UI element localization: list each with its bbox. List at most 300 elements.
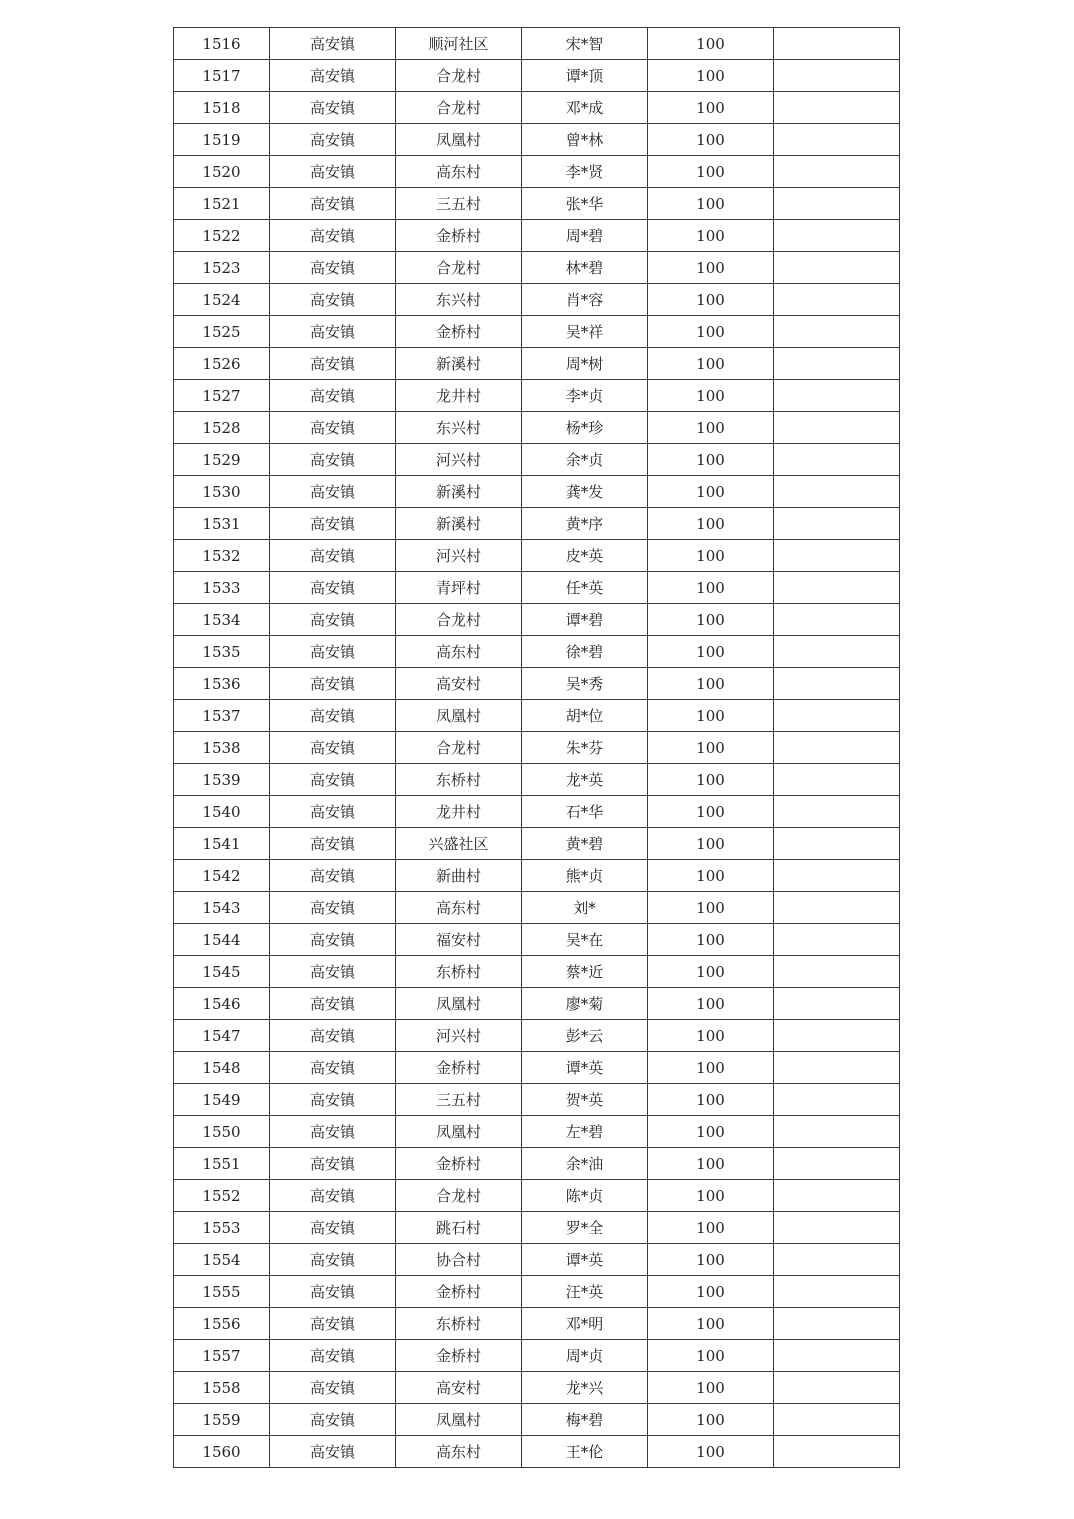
cell-town: 高安镇 (270, 732, 396, 764)
cell-note (774, 1404, 900, 1436)
cell-serial-number: 1556 (174, 1308, 270, 1340)
cell-village: 河兴村 (396, 1020, 522, 1052)
cell-village: 高安村 (396, 668, 522, 700)
cell-name: 张*华 (522, 188, 648, 220)
cell-name: 谭*顶 (522, 60, 648, 92)
cell-note (774, 1084, 900, 1116)
table-row (174, 252, 900, 284)
cell-amount: 100 (648, 636, 774, 668)
cell-amount: 100 (648, 1020, 774, 1052)
cell-amount: 100 (648, 156, 774, 188)
cell-town: 高安镇 (270, 1308, 396, 1340)
cell-serial-number: 1530 (174, 476, 270, 508)
cell-name: 刘* (522, 892, 648, 924)
cell-village: 龙井村 (396, 796, 522, 828)
cell-serial-number: 1518 (174, 92, 270, 124)
cell-village: 三五村 (396, 1084, 522, 1116)
cell-amount: 100 (648, 1276, 774, 1308)
cell-name: 徐*碧 (522, 636, 648, 668)
cell-amount: 100 (648, 796, 774, 828)
cell-name: 彭*云 (522, 1020, 648, 1052)
cell-amount: 100 (648, 380, 774, 412)
cell-town: 高安镇 (270, 796, 396, 828)
cell-note (774, 284, 900, 316)
cell-note (774, 1340, 900, 1372)
cell-amount: 100 (648, 1340, 774, 1372)
cell-name: 曾*林 (522, 124, 648, 156)
cell-village: 青坪村 (396, 572, 522, 604)
cell-note (774, 508, 900, 540)
cell-note (774, 668, 900, 700)
cell-town: 高安镇 (270, 1404, 396, 1436)
cell-amount: 100 (648, 1116, 774, 1148)
cell-town: 高安镇 (270, 572, 396, 604)
cell-town: 高安镇 (270, 284, 396, 316)
cell-serial-number: 1532 (174, 540, 270, 572)
table-row (174, 316, 900, 348)
cell-note (774, 316, 900, 348)
table-row (174, 444, 900, 476)
cell-note (774, 188, 900, 220)
cell-serial-number: 1538 (174, 732, 270, 764)
cell-town: 高安镇 (270, 540, 396, 572)
cell-note (774, 1148, 900, 1180)
cell-note (774, 892, 900, 924)
cell-name: 林*碧 (522, 252, 648, 284)
table-row (174, 188, 900, 220)
table-row (174, 1020, 900, 1052)
cell-amount: 100 (648, 732, 774, 764)
table-row (174, 604, 900, 636)
cell-serial-number: 1560 (174, 1436, 270, 1468)
cell-town: 高安镇 (270, 604, 396, 636)
cell-village: 龙井村 (396, 380, 522, 412)
cell-amount: 100 (648, 924, 774, 956)
cell-note (774, 540, 900, 572)
cell-name: 李*贤 (522, 156, 648, 188)
table-row (174, 572, 900, 604)
table-body (174, 28, 900, 1468)
cell-note (774, 348, 900, 380)
cell-village: 跳石村 (396, 1212, 522, 1244)
cell-note (774, 1436, 900, 1468)
cell-village: 兴盛社区 (396, 828, 522, 860)
cell-serial-number: 1537 (174, 700, 270, 732)
cell-name: 廖*菊 (522, 988, 648, 1020)
cell-note (774, 1052, 900, 1084)
cell-amount: 100 (648, 28, 774, 60)
cell-serial-number: 1546 (174, 988, 270, 1020)
cell-amount: 100 (648, 764, 774, 796)
cell-serial-number: 1535 (174, 636, 270, 668)
cell-village: 新溪村 (396, 476, 522, 508)
cell-village: 河兴村 (396, 444, 522, 476)
cell-serial-number: 1550 (174, 1116, 270, 1148)
cell-town: 高安镇 (270, 1180, 396, 1212)
cell-note (774, 220, 900, 252)
cell-village: 合龙村 (396, 60, 522, 92)
cell-name: 肖*容 (522, 284, 648, 316)
cell-name: 谭*英 (522, 1052, 648, 1084)
cell-village: 新曲村 (396, 860, 522, 892)
table-row (174, 476, 900, 508)
cell-amount: 100 (648, 124, 774, 156)
cell-village: 金桥村 (396, 1340, 522, 1372)
cell-name: 吴*在 (522, 924, 648, 956)
cell-note (774, 252, 900, 284)
cell-serial-number: 1542 (174, 860, 270, 892)
cell-name: 黄*碧 (522, 828, 648, 860)
cell-amount: 100 (648, 252, 774, 284)
cell-note (774, 124, 900, 156)
cell-note (774, 988, 900, 1020)
cell-name: 龙*兴 (522, 1372, 648, 1404)
cell-note (774, 1212, 900, 1244)
cell-name: 左*碧 (522, 1116, 648, 1148)
table-row (174, 220, 900, 252)
cell-town: 高安镇 (270, 1340, 396, 1372)
cell-amount: 100 (648, 188, 774, 220)
cell-village: 凤凰村 (396, 1404, 522, 1436)
cell-serial-number: 1541 (174, 828, 270, 860)
cell-serial-number: 1545 (174, 956, 270, 988)
cell-serial-number: 1517 (174, 60, 270, 92)
cell-note (774, 156, 900, 188)
cell-village: 金桥村 (396, 1148, 522, 1180)
cell-serial-number: 1558 (174, 1372, 270, 1404)
table-row (174, 380, 900, 412)
cell-village: 高东村 (396, 1436, 522, 1468)
cell-amount: 100 (648, 1180, 774, 1212)
cell-name: 熊*贞 (522, 860, 648, 892)
cell-serial-number: 1531 (174, 508, 270, 540)
cell-village: 金桥村 (396, 316, 522, 348)
cell-amount: 100 (648, 668, 774, 700)
table-row (174, 156, 900, 188)
cell-village: 合龙村 (396, 252, 522, 284)
cell-note (774, 572, 900, 604)
cell-name: 谭*碧 (522, 604, 648, 636)
table-row (174, 1180, 900, 1212)
cell-name: 陈*贞 (522, 1180, 648, 1212)
cell-town: 高安镇 (270, 252, 396, 284)
cell-town: 高安镇 (270, 348, 396, 380)
cell-amount: 100 (648, 412, 774, 444)
cell-town: 高安镇 (270, 220, 396, 252)
cell-note (774, 444, 900, 476)
cell-name: 罗*全 (522, 1212, 648, 1244)
cell-note (774, 796, 900, 828)
cell-name: 吴*祥 (522, 316, 648, 348)
cell-name: 余*贞 (522, 444, 648, 476)
table-row (174, 1116, 900, 1148)
cell-amount: 100 (648, 444, 774, 476)
table-row (174, 732, 900, 764)
cell-amount: 100 (648, 1436, 774, 1468)
cell-amount: 100 (648, 220, 774, 252)
cell-village: 高安村 (396, 1372, 522, 1404)
cell-amount: 100 (648, 604, 774, 636)
cell-amount: 100 (648, 988, 774, 1020)
cell-town: 高安镇 (270, 380, 396, 412)
table-row (174, 92, 900, 124)
cell-serial-number: 1547 (174, 1020, 270, 1052)
table-row (174, 508, 900, 540)
table-row (174, 1404, 900, 1436)
cell-note (774, 1244, 900, 1276)
cell-town: 高安镇 (270, 956, 396, 988)
cell-village: 合龙村 (396, 604, 522, 636)
cell-serial-number: 1534 (174, 604, 270, 636)
table-row (174, 924, 900, 956)
cell-name: 贺*英 (522, 1084, 648, 1116)
cell-town: 高安镇 (270, 636, 396, 668)
table-row (174, 1372, 900, 1404)
cell-amount: 100 (648, 284, 774, 316)
cell-serial-number: 1516 (174, 28, 270, 60)
cell-note (774, 828, 900, 860)
cell-name: 任*英 (522, 572, 648, 604)
cell-village: 金桥村 (396, 1276, 522, 1308)
cell-town: 高安镇 (270, 1052, 396, 1084)
cell-amount: 100 (648, 1404, 774, 1436)
cell-village: 顺河社区 (396, 28, 522, 60)
cell-name: 邓*明 (522, 1308, 648, 1340)
cell-village: 高东村 (396, 892, 522, 924)
cell-serial-number: 1536 (174, 668, 270, 700)
cell-village: 凤凰村 (396, 700, 522, 732)
cell-town: 高安镇 (270, 668, 396, 700)
cell-serial-number: 1559 (174, 1404, 270, 1436)
cell-serial-number: 1543 (174, 892, 270, 924)
cell-village: 凤凰村 (396, 1116, 522, 1148)
cell-name: 龙*英 (522, 764, 648, 796)
cell-serial-number: 1525 (174, 316, 270, 348)
cell-town: 高安镇 (270, 476, 396, 508)
table-row (174, 348, 900, 380)
cell-amount: 100 (648, 1244, 774, 1276)
table-row (174, 1340, 900, 1372)
cell-town: 高安镇 (270, 1372, 396, 1404)
cell-serial-number: 1552 (174, 1180, 270, 1212)
cell-serial-number: 1523 (174, 252, 270, 284)
cell-village: 合龙村 (396, 732, 522, 764)
cell-note (774, 1020, 900, 1052)
cell-name: 邓*成 (522, 92, 648, 124)
cell-village: 合龙村 (396, 1180, 522, 1212)
table-row (174, 1212, 900, 1244)
cell-serial-number: 1551 (174, 1148, 270, 1180)
cell-town: 高安镇 (270, 60, 396, 92)
cell-village: 凤凰村 (396, 988, 522, 1020)
cell-amount: 100 (648, 700, 774, 732)
cell-serial-number: 1548 (174, 1052, 270, 1084)
cell-serial-number: 1522 (174, 220, 270, 252)
cell-amount: 100 (648, 860, 774, 892)
cell-serial-number: 1528 (174, 412, 270, 444)
cell-amount: 100 (648, 956, 774, 988)
cell-serial-number: 1540 (174, 796, 270, 828)
cell-note (774, 1116, 900, 1148)
cell-note (774, 700, 900, 732)
cell-name: 蔡*近 (522, 956, 648, 988)
cell-amount: 100 (648, 540, 774, 572)
cell-town: 高安镇 (270, 1116, 396, 1148)
cell-serial-number: 1553 (174, 1212, 270, 1244)
cell-village: 东桥村 (396, 956, 522, 988)
cell-note (774, 28, 900, 60)
cell-amount: 100 (648, 1308, 774, 1340)
table-row (174, 764, 900, 796)
cell-serial-number: 1539 (174, 764, 270, 796)
cell-serial-number: 1527 (174, 380, 270, 412)
cell-town: 高安镇 (270, 1244, 396, 1276)
table-row (174, 668, 900, 700)
cell-village: 高东村 (396, 636, 522, 668)
cell-village: 东桥村 (396, 1308, 522, 1340)
table-row (174, 540, 900, 572)
cell-note (774, 380, 900, 412)
cell-amount: 100 (648, 1052, 774, 1084)
cell-town: 高安镇 (270, 188, 396, 220)
cell-name: 石*华 (522, 796, 648, 828)
cell-note (774, 60, 900, 92)
cell-town: 高安镇 (270, 828, 396, 860)
cell-village: 合龙村 (396, 92, 522, 124)
cell-note (774, 412, 900, 444)
cell-name: 余*油 (522, 1148, 648, 1180)
cell-town: 高安镇 (270, 1276, 396, 1308)
cell-note (774, 476, 900, 508)
cell-name: 黄*序 (522, 508, 648, 540)
table-row (174, 60, 900, 92)
table-row (174, 636, 900, 668)
cell-note (774, 636, 900, 668)
cell-name: 王*伦 (522, 1436, 648, 1468)
cell-note (774, 92, 900, 124)
cell-note (774, 1180, 900, 1212)
cell-name: 宋*智 (522, 28, 648, 60)
cell-name: 周*碧 (522, 220, 648, 252)
cell-note (774, 860, 900, 892)
cell-amount: 100 (648, 1372, 774, 1404)
cell-town: 高安镇 (270, 412, 396, 444)
table-row (174, 1084, 900, 1116)
cell-note (774, 1276, 900, 1308)
cell-town: 高安镇 (270, 988, 396, 1020)
cell-amount: 100 (648, 92, 774, 124)
cell-town: 高安镇 (270, 700, 396, 732)
table-row (174, 284, 900, 316)
cell-name: 谭*英 (522, 1244, 648, 1276)
cell-village: 金桥村 (396, 220, 522, 252)
cell-name: 龚*发 (522, 476, 648, 508)
cell-name: 梅*碧 (522, 1404, 648, 1436)
cell-serial-number: 1529 (174, 444, 270, 476)
cell-amount: 100 (648, 508, 774, 540)
cell-note (774, 1372, 900, 1404)
cell-serial-number: 1521 (174, 188, 270, 220)
cell-town: 高安镇 (270, 1084, 396, 1116)
table-row (174, 1276, 900, 1308)
table-row (174, 1244, 900, 1276)
cell-note (774, 604, 900, 636)
cell-amount: 100 (648, 1084, 774, 1116)
cell-amount: 100 (648, 60, 774, 92)
cell-amount: 100 (648, 316, 774, 348)
cell-name: 皮*英 (522, 540, 648, 572)
cell-serial-number: 1544 (174, 924, 270, 956)
cell-town: 高安镇 (270, 1212, 396, 1244)
cell-town: 高安镇 (270, 508, 396, 540)
cell-amount: 100 (648, 828, 774, 860)
table-row (174, 988, 900, 1020)
cell-town: 高安镇 (270, 316, 396, 348)
cell-town: 高安镇 (270, 892, 396, 924)
table-row (174, 1436, 900, 1468)
table-row (174, 860, 900, 892)
table-row (174, 1148, 900, 1180)
cell-amount: 100 (648, 476, 774, 508)
cell-village: 高东村 (396, 156, 522, 188)
cell-amount: 100 (648, 572, 774, 604)
cell-village: 三五村 (396, 188, 522, 220)
cell-town: 高安镇 (270, 124, 396, 156)
cell-town: 高安镇 (270, 156, 396, 188)
cell-amount: 100 (648, 348, 774, 380)
cell-amount: 100 (648, 892, 774, 924)
table-row (174, 412, 900, 444)
cell-village: 凤凰村 (396, 124, 522, 156)
cell-town: 高安镇 (270, 1436, 396, 1468)
table-row (174, 124, 900, 156)
cell-village: 新溪村 (396, 348, 522, 380)
cell-serial-number: 1526 (174, 348, 270, 380)
cell-serial-number: 1554 (174, 1244, 270, 1276)
cell-town: 高安镇 (270, 860, 396, 892)
cell-village: 东兴村 (396, 284, 522, 316)
cell-village: 金桥村 (396, 1052, 522, 1084)
cell-serial-number: 1549 (174, 1084, 270, 1116)
cell-amount: 100 (648, 1212, 774, 1244)
cell-name: 吴*秀 (522, 668, 648, 700)
cell-village: 东桥村 (396, 764, 522, 796)
cell-name: 杨*珍 (522, 412, 648, 444)
cell-name: 李*贞 (522, 380, 648, 412)
cell-serial-number: 1557 (174, 1340, 270, 1372)
cell-amount: 100 (648, 1148, 774, 1180)
table-row (174, 956, 900, 988)
cell-note (774, 764, 900, 796)
cell-village: 河兴村 (396, 540, 522, 572)
cell-serial-number: 1519 (174, 124, 270, 156)
cell-serial-number: 1520 (174, 156, 270, 188)
cell-note (774, 1308, 900, 1340)
table-row (174, 700, 900, 732)
cell-name: 周*贞 (522, 1340, 648, 1372)
cell-village: 协合村 (396, 1244, 522, 1276)
cell-name: 朱*芬 (522, 732, 648, 764)
cell-village: 东兴村 (396, 412, 522, 444)
cell-town: 高安镇 (270, 924, 396, 956)
cell-village: 新溪村 (396, 508, 522, 540)
cell-note (774, 732, 900, 764)
cell-name: 胡*位 (522, 700, 648, 732)
beneficiary-table (173, 27, 900, 1468)
cell-serial-number: 1533 (174, 572, 270, 604)
cell-note (774, 956, 900, 988)
cell-serial-number: 1524 (174, 284, 270, 316)
